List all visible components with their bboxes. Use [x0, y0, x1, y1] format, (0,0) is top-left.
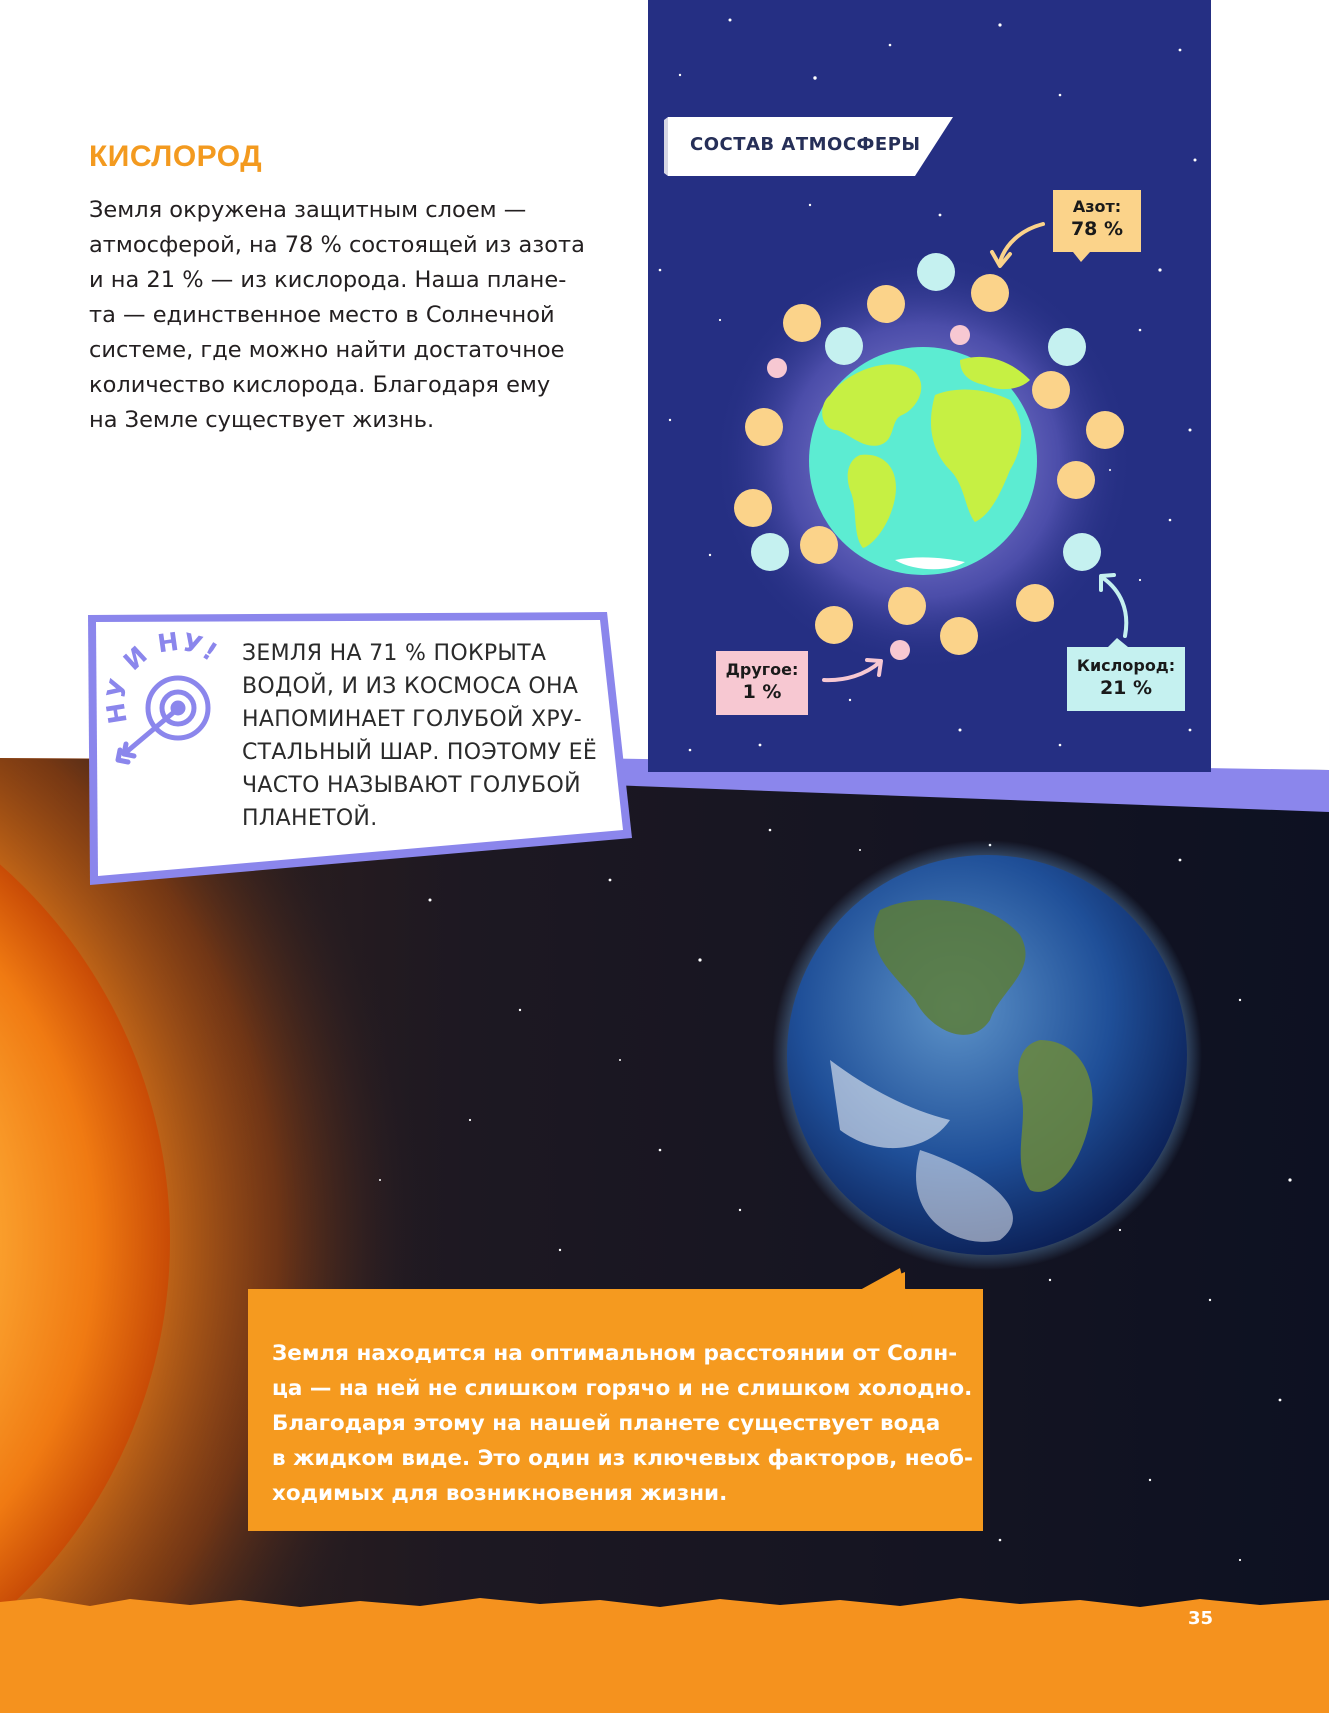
body-line: и на 21 % — из кислорода. Наша плане-: [89, 267, 567, 293]
body-line: Земля окружена защитным слоем —: [89, 197, 527, 223]
fact-line: ПЛАНЕТОЙ.: [242, 806, 378, 831]
other-value: 1 %: [742, 681, 782, 703]
section-heading: КИСЛОРОД: [89, 140, 263, 173]
callout-text: [272, 1336, 972, 1511]
atmosphere-title: СОСТАВ АТМОСФЕРЫ: [690, 134, 921, 155]
other-name: Другое:: [725, 660, 799, 679]
body-line: на Земле существует жизнь.: [89, 407, 435, 433]
body-line: атмосферой, на 78 % состоящей из азота: [89, 232, 585, 258]
callout-line: в жидком виде. Это один из ключевых факторов, необ-: [272, 1446, 973, 1471]
section-body: [89, 193, 585, 438]
nitrogen-value: 78 %: [1070, 218, 1124, 240]
other-label: [716, 651, 808, 715]
callout-line: ходимых для возникновения жизни.: [272, 1481, 728, 1506]
fact-line: СТАЛЬНЫЙ ШАР. ПОЭТОМУ ЕЁ: [242, 740, 598, 765]
fact-box-text: [242, 637, 622, 835]
oxygen-label: [1067, 647, 1185, 711]
oxygen-value: 21 %: [1099, 677, 1153, 699]
callout-line: Земля находится на оптимальном расстоянии от Солн-: [272, 1341, 958, 1366]
oxygen-name: Кислород:: [1076, 656, 1176, 675]
page-number: 35: [1188, 1608, 1214, 1629]
fact-line: ВОДОЙ, И ИЗ КОСМОСА ОНА: [242, 674, 579, 699]
fact-line: НАПОМИНАЕТ ГОЛУБОЙ ХРУ-: [242, 707, 582, 732]
badge-text: НУ И НУ!: [100, 626, 224, 726]
body-line: та — единственное место в Солнечной: [89, 302, 555, 328]
fact-line: ЧАСТО НАЗЫВАЮТ ГОЛУБОЙ: [242, 773, 581, 798]
callout-line: ца — на ней не слишком горячо и не слишком холодно.: [272, 1376, 973, 1401]
nitrogen-name: Азот:: [1072, 197, 1122, 216]
body-line: системе, где можно найти достаточное: [89, 337, 565, 363]
nitrogen-label: [1053, 190, 1141, 252]
body-line: количество кислорода. Благодаря ему: [89, 372, 551, 398]
fact-line: ЗЕМЛЯ НА 71 % ПОКРЫТА: [242, 641, 547, 666]
callout-line: Благодаря этому на нашей планете существует вода: [272, 1411, 941, 1436]
